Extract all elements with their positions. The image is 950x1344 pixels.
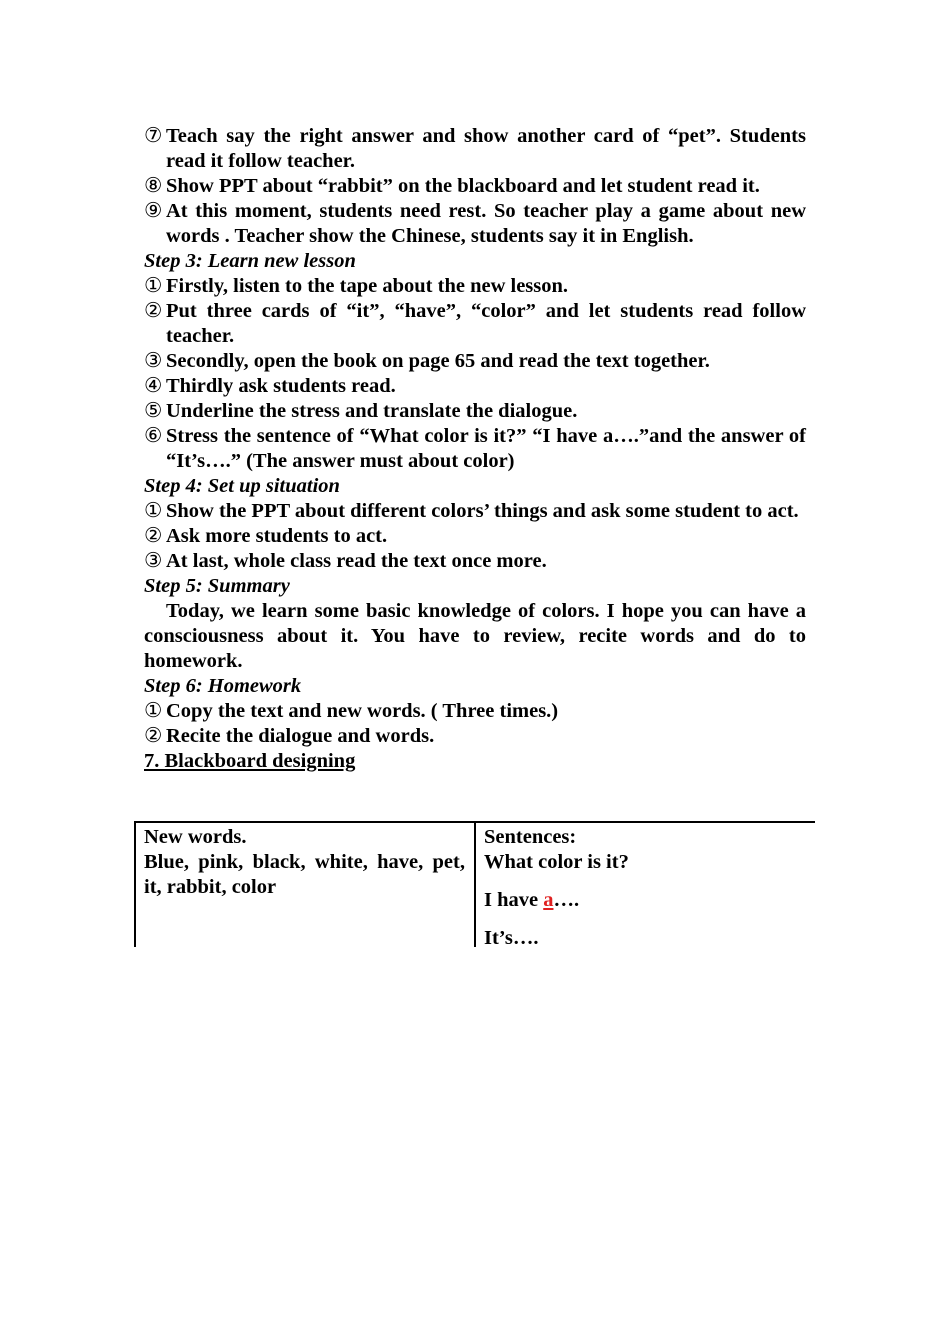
list-item (144, 549, 806, 574)
blackboard-heading: 7. Blackboard designing (144, 750, 356, 772)
list-item (144, 524, 806, 549)
item-text: At this moment, students need rest. So teacher play a game about new words . Teacher show the Chinese, students say it in English. (166, 200, 806, 247)
step-6-heading: Step 6: Homework (144, 675, 302, 697)
list-item (144, 299, 806, 349)
new-words-title: New words. (144, 826, 247, 848)
list-item (144, 174, 806, 199)
item-text: Copy the text and new words. ( Three times.) (166, 700, 559, 722)
item-number: ⑤ (144, 400, 163, 422)
item-text: Show the PPT about different colors’ things and ask some student to act. (166, 500, 799, 522)
sentence-i-have-suffix: …. (553, 889, 580, 911)
summary-paragraph: Today, we learn some basic knowledge of colors. I hope you can have a consciousness about it. You have to review, recite words and do to homework. (144, 600, 806, 672)
item-text: Secondly, open the book on page 65 and read the text together. (166, 350, 710, 372)
document-page (144, 124, 806, 774)
item-number: ⑧ (144, 175, 163, 197)
item-text: Teach say the right answer and show another card of “pet”. Students read it follow teacher. (166, 125, 806, 172)
sentence-what-color: What color is it? (484, 851, 629, 873)
sentence-i-have-prefix: I have (484, 889, 544, 911)
item-number: ① (144, 700, 163, 722)
new-words-cell (136, 823, 476, 947)
list-item (144, 274, 806, 299)
new-words-list: Blue, pink, black, white, have, pet, it, rabbit, color (144, 851, 465, 898)
list-item (144, 374, 806, 399)
item-text: Recite the dialogue and words. (166, 725, 435, 747)
item-number: ③ (144, 550, 163, 572)
item-text: Put three cards of “it”, “have”, “color” and let students read follow teacher. (166, 300, 806, 347)
item-text: Ask more students to act. (166, 525, 388, 547)
list-item (144, 199, 806, 249)
item-number: ③ (144, 350, 163, 372)
list-item (144, 349, 806, 374)
item-number: ② (144, 725, 163, 747)
item-text: At last, whole class read the text once more. (166, 550, 547, 572)
list-item (144, 424, 806, 474)
item-number: ① (144, 275, 163, 297)
item-text: Underline the stress and translate the dialogue. (166, 400, 578, 422)
item-text: Stress the sentence of “What color is it?” “I have a….”and the answer of “It’s….” (The answer must about color) (166, 425, 806, 472)
item-text: Thirdly ask students read. (166, 375, 396, 397)
sentence-its: It’s…. (484, 927, 539, 949)
item-number: ② (144, 525, 163, 547)
highlighted-article: a (543, 889, 554, 911)
item-number: ② (144, 300, 163, 322)
item-number: ⑦ (144, 125, 163, 147)
item-number: ⑨ (144, 200, 163, 222)
item-text: Show PPT about “rabbit” on the blackboard and let student read it. (166, 175, 760, 197)
blackboard-table (134, 821, 815, 947)
list-item (144, 699, 806, 724)
step-4-heading: Step 4: Set up situation (144, 475, 340, 497)
item-number: ① (144, 500, 163, 522)
sentence-i-have (484, 888, 807, 913)
sentences-cell (476, 823, 815, 947)
list-item (144, 399, 806, 424)
item-number: ④ (144, 375, 163, 397)
sentences-title: Sentences: (484, 826, 577, 848)
list-item (144, 124, 806, 174)
item-text: Firstly, listen to the tape about the new lesson. (166, 275, 569, 297)
item-number: ⑥ (144, 425, 163, 447)
list-item (144, 499, 806, 524)
step-5-heading: Step 5: Summary (144, 575, 290, 597)
list-item (144, 724, 806, 749)
step-3-heading: Step 3: Learn new lesson (144, 250, 356, 272)
